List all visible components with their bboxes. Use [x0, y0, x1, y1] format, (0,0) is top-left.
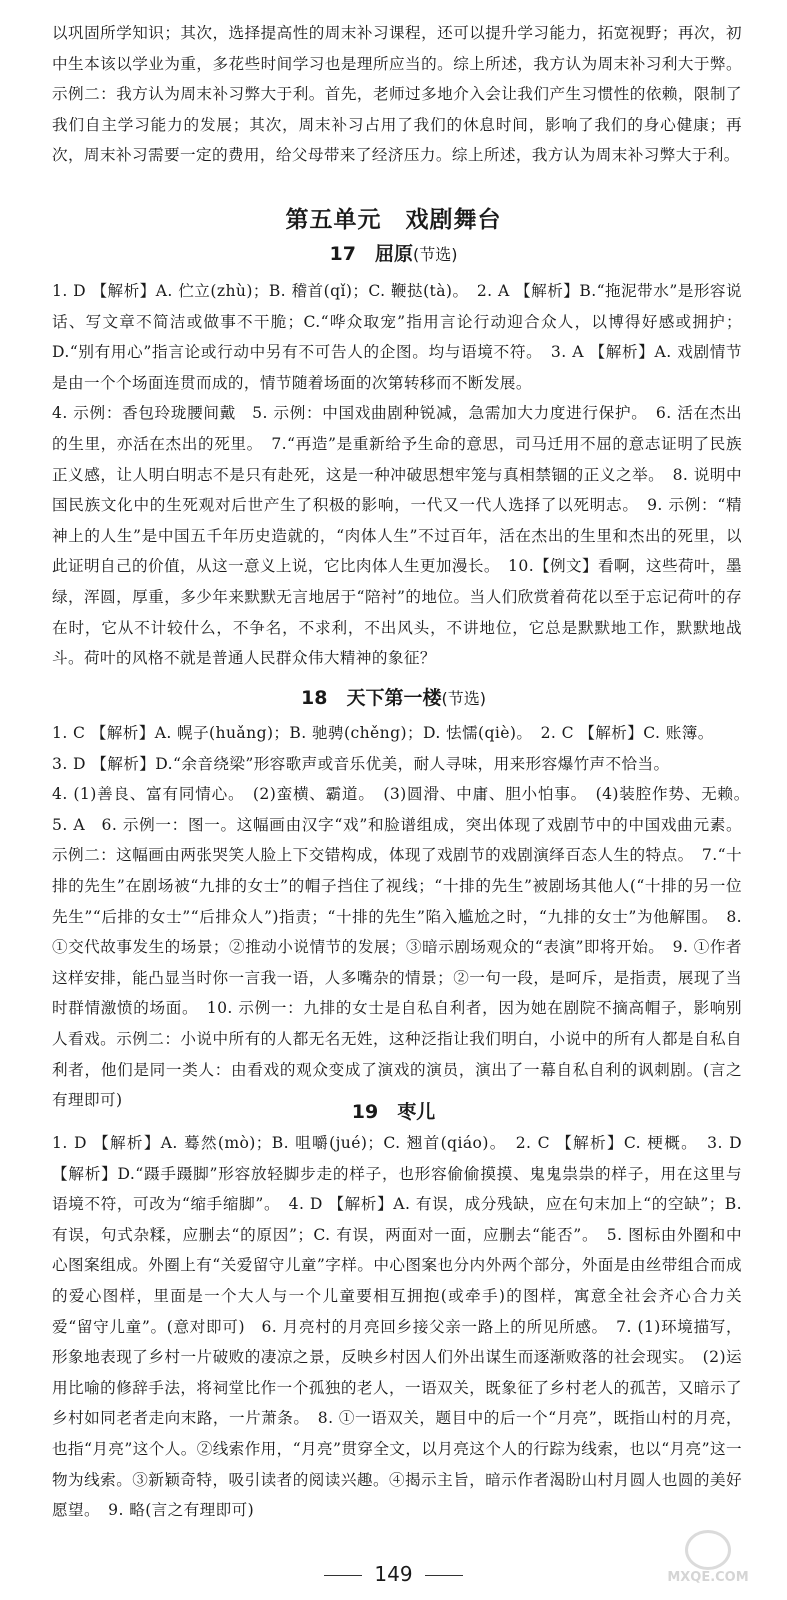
page-number-text: 149: [374, 1562, 413, 1586]
lesson-19-title: 19 枣儿: [351, 1101, 436, 1123]
lesson-18-answers: [52, 718, 758, 1110]
lesson-18-title: [0, 684, 787, 713]
page-number-right-rule: [425, 1575, 463, 1576]
watermark-logo-icon: [685, 1530, 731, 1570]
lesson-17-title-text: 17 屈原: [329, 243, 413, 265]
intro-paragraph: 以巩固所学知识；其次，选择提高性的周末补习课程，还可以提升学习能力，拓宽视野；再次，初中生本该以学业为重，多花些时间学习也是理所应当的。综上所述，我方认为周末补习利大于弊。示例二：我方认为周末补习弊大于利。首先，老师过多地介入会让我们产生习惯性的依赖，限制了我们自主学习能力的发展；其次，周末补习占用了我们的休息时间，影响了我们的身心健康；再次，周末补习需要一定的费用，给父母带来了经济压力。综上所述，我方认为周末补习弊大于利。: [52, 24, 742, 165]
lesson-17-paragraph-1: 1. D 【解析】A. 伫立(zhù)；B. 稽首(qǐ)；C. 鞭挞(tà)。 2. A 【解析】B.“拖泥带水”是形容说话、写文章不简洁或做事不干脆；C.“哗众取宠”指用言论行动迎合众人，以博得好感或拥护；D.“别有用心”指言论或行动中另有不可告人的企图。均与语境不符。 3. A 【解析】A. 戏剧情节是由一个个场面连贯而成的，情节随着场面的次第转移而不断发展。: [52, 282, 742, 392]
lesson-18-paragraph-1: 1. C 【解析】A. 幌子(huǎng)；B. 驰骋(chěng)；D. 怯懦(qiè)。 2. C 【解析】C. 账簿。: [52, 724, 714, 742]
lesson-18-paragraph-2: 3. D 【解析】D.“余音绕梁”形容歌声或音乐优美，耐人寻味，用来形容爆竹声不恰当。: [52, 754, 670, 773]
site-watermark: [643, 1530, 773, 1590]
unit-title: 第五单元 戏剧舞台: [285, 207, 502, 233]
lesson-19-paragraph-1: 1. D 【解析】A. 蓦然(mò)；B. 咀嚼(jué)；C. 翘首(qiáo)。 2. C 【解析】C. 梗概。 3. D 【解析】D.“蹑手蹑脚”形容放轻脚步走的样子，也形容偷偷摸摸、鬼鬼祟祟的样子，用在这里与语境不符，可改为“缩手缩脚”。 4. D 【解析】A. 有误，成分残缺，应在句末加上“的空缺”；B. 有误，句式杂糅，应删去“的原因”；C. 有误，两面对一面，应删去“能否”。 5. 图标由外圈和中心图案组成。外圈上有“关爱留守儿童”字样。中心图案也分内外两个部分，外面是由丝带组合而成的爱心图样，里面是一个大人与一个儿童要相互拥抱(或牵手)的图样，寓意全社会齐心合力关爱“留守儿童”。(意对即可) 6. 月亮村的月亮回乡接父亲一路上的所见所感。 7. (1)环境描写，形象地表现了乡村一片破败的凄凉之景，反映乡村因人们外出谋生而逐渐败落的社会现实。 (2)运用比喻的修辞手法，将祠堂比作一个孤独的老人，一语双关，既象征了乡村老人的孤苦，又暗示了乡村如同老者走向末路，一片萧条。 8. ①一语双关，题目中的后一个“月亮”，既指山村的月亮，也指“月亮”这个人。②线索作用，“月亮”贯穿全文，以月亮这个人的行踪为线索，也以“月亮”这一物为线索。③新颖奇特，吸引读者的阅读兴趣。④揭示主旨，暗示作者渴盼山村月圆人也圆的美好愿望。 9. 略(言之有理即可): [52, 1134, 742, 1520]
lesson-18-paragraph-3: 4. (1)善良、富有同情心。 (2)蛮横、霸道。 (3)圆滑、中庸、胆小怕事。 (4)装腔作势、无赖。 5. A 6. 示例一：图一。这幅画由汉字“戏”和脸谱组成，突出体现了戏剧节中的中国戏曲元素。示例二：这幅画由两张哭笑人脸上下交错构成，体现了戏剧节的戏剧演绎百态人生的特点。 7.“十排的先生”在剧场被“九排的女士”的帽子挡住了视线；“十排的先生”被剧场其他人(“十排的另一位先生”“后排的女士”“后排众人”)指责；“十排的先生”陷入尴尬之时，“九排的女士”为他解围。 8. ①交代故事发生的场景；②推动小说情节的发展；③暗示剧场观众的“表演”即将开始。 9. ①作者这样安排，能凸显当时你一言我一语，人多嘴杂的情景；②一句一段，是呵斥，是指责，展现了当时群情激愤的场面。 10. 示例一：九排的女士是自私自利者，因为她在剧院不摘高帽子，影响别人看戏。示例二：小说中所有的人都无名无姓，这种泛指让我们明白，小说中的所有人都是自私自利者，他们是同一类人：由看戏的观众变成了演戏的演员，演出了一幕自私自利的讽刺剧。(言之有理即可): [52, 785, 758, 1110]
lesson-19-answers: [52, 1128, 742, 1556]
lesson-18-subtitle: (节选): [441, 689, 486, 708]
lesson-17-subtitle: (节选): [412, 245, 458, 264]
lesson-18-title-text: 18 天下第一楼: [301, 687, 442, 709]
lesson-17-answers: [52, 276, 742, 680]
watermark-text: MXQE.COM: [667, 1570, 749, 1585]
intro-block: [52, 18, 742, 198]
lesson-17-paragraph-2: 4. 示例：香包玲珑腰间戴 5. 示例：中国戏曲剧种锐减，急需加大力度进行保护。 6. 活在杰出的生里，亦活在杰出的死里。 7.“再造”是重新给予生命的意思，司马迁用不屈的意志证明了民族正义感，让人明白明志不是只有赴死，这是一种冲破思想牢笼与真相禁锢的正义之举。 8. 说明中国民族文化中的生死观对后世产生了积极的影响，一代又一代人选择了以死明志。 9. 示例：“精神上的人生”是中国五千年历史造就的，“肉体人生”不过百年，活在杰出的生里和杰出的死里，以此证明自己的价值，从这一意义上说，它比肉体人生更加漫长。 10.【例文】看啊，这些荷叶，墨绿，浑圆，厚重，多少年来默默无言地居于“陪衬”的地位。当人们欣赏着荷花以至于忘记荷叶的存在时，它从不计较什么，不争名，不求利，不出风头，不讲地位，它总是默默地工作，默默地战斗。荷叶的风格不就是普通人民群众伟大精神的象征？: [52, 404, 742, 668]
lesson-17-title: [0, 240, 787, 269]
page-number-left-rule: [324, 1575, 362, 1576]
